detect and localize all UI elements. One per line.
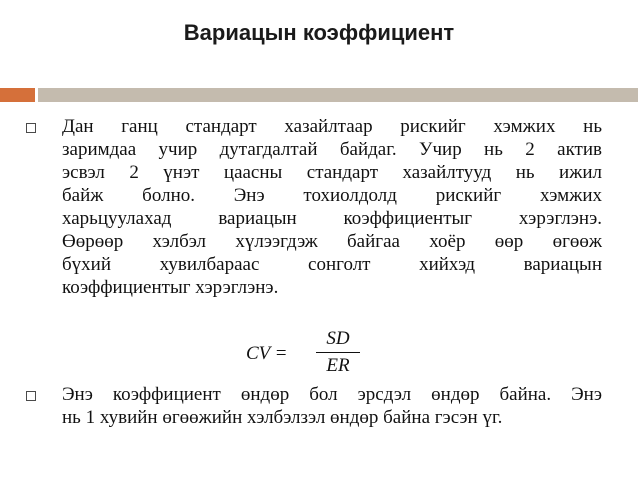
paragraph-line: Энэ коэффициент өндөр бол эрсдэл өндөр байна. Энэ <box>62 384 602 405</box>
slide-title: Вариацын коэффициент <box>183 20 455 45</box>
bullet-paragraph-1 <box>62 115 602 299</box>
bullet-paragraph-2 <box>62 383 602 429</box>
paragraph-line: коэффициентыг хэрэглэнэ. <box>62 277 279 298</box>
paragraph-line: Дан ганц стандарт хазайлтаар рискийг хэмжих нь <box>62 116 602 137</box>
hollow-square-bullet-icon <box>26 123 36 133</box>
formula-lhs: CV = <box>246 343 288 364</box>
formula-numerator: SD <box>326 328 350 349</box>
formula-denominator: ER <box>326 355 350 376</box>
cv-formula <box>246 328 376 380</box>
paragraph-line: бүхий хувилбараас сонголт хийхэд вариацын <box>62 254 602 275</box>
paragraph-line: эсвэл 2 үнэт цаасны стандарт хазайлтууд нь ижил <box>62 162 602 183</box>
fraction-bar <box>316 352 360 353</box>
paragraph-line: байж болно. Энэ тохиолдолд рискийг хэмжих <box>62 185 602 206</box>
paragraph-line: харьцуулахад вариацын коэффициентыг хэрэглэнэ. <box>62 208 602 229</box>
formula-fraction <box>316 328 360 377</box>
divider-gray-segment <box>38 88 638 102</box>
paragraph-line: заримдаа учир дутагдалтай байдаг. Учир нь 2 актив <box>62 139 602 160</box>
title-divider <box>0 88 638 102</box>
paragraph-line: Өөрөөр хэлбэл хүлээгдэж байгаа хоёр өөр өгөөж <box>62 231 602 252</box>
hollow-square-bullet-icon <box>26 391 36 401</box>
paragraph-line: нь 1 хувийн өгөөжийн хэлбэлзэл өндөр байна гэсэн үг. <box>62 407 503 428</box>
divider-accent-segment <box>0 88 35 102</box>
